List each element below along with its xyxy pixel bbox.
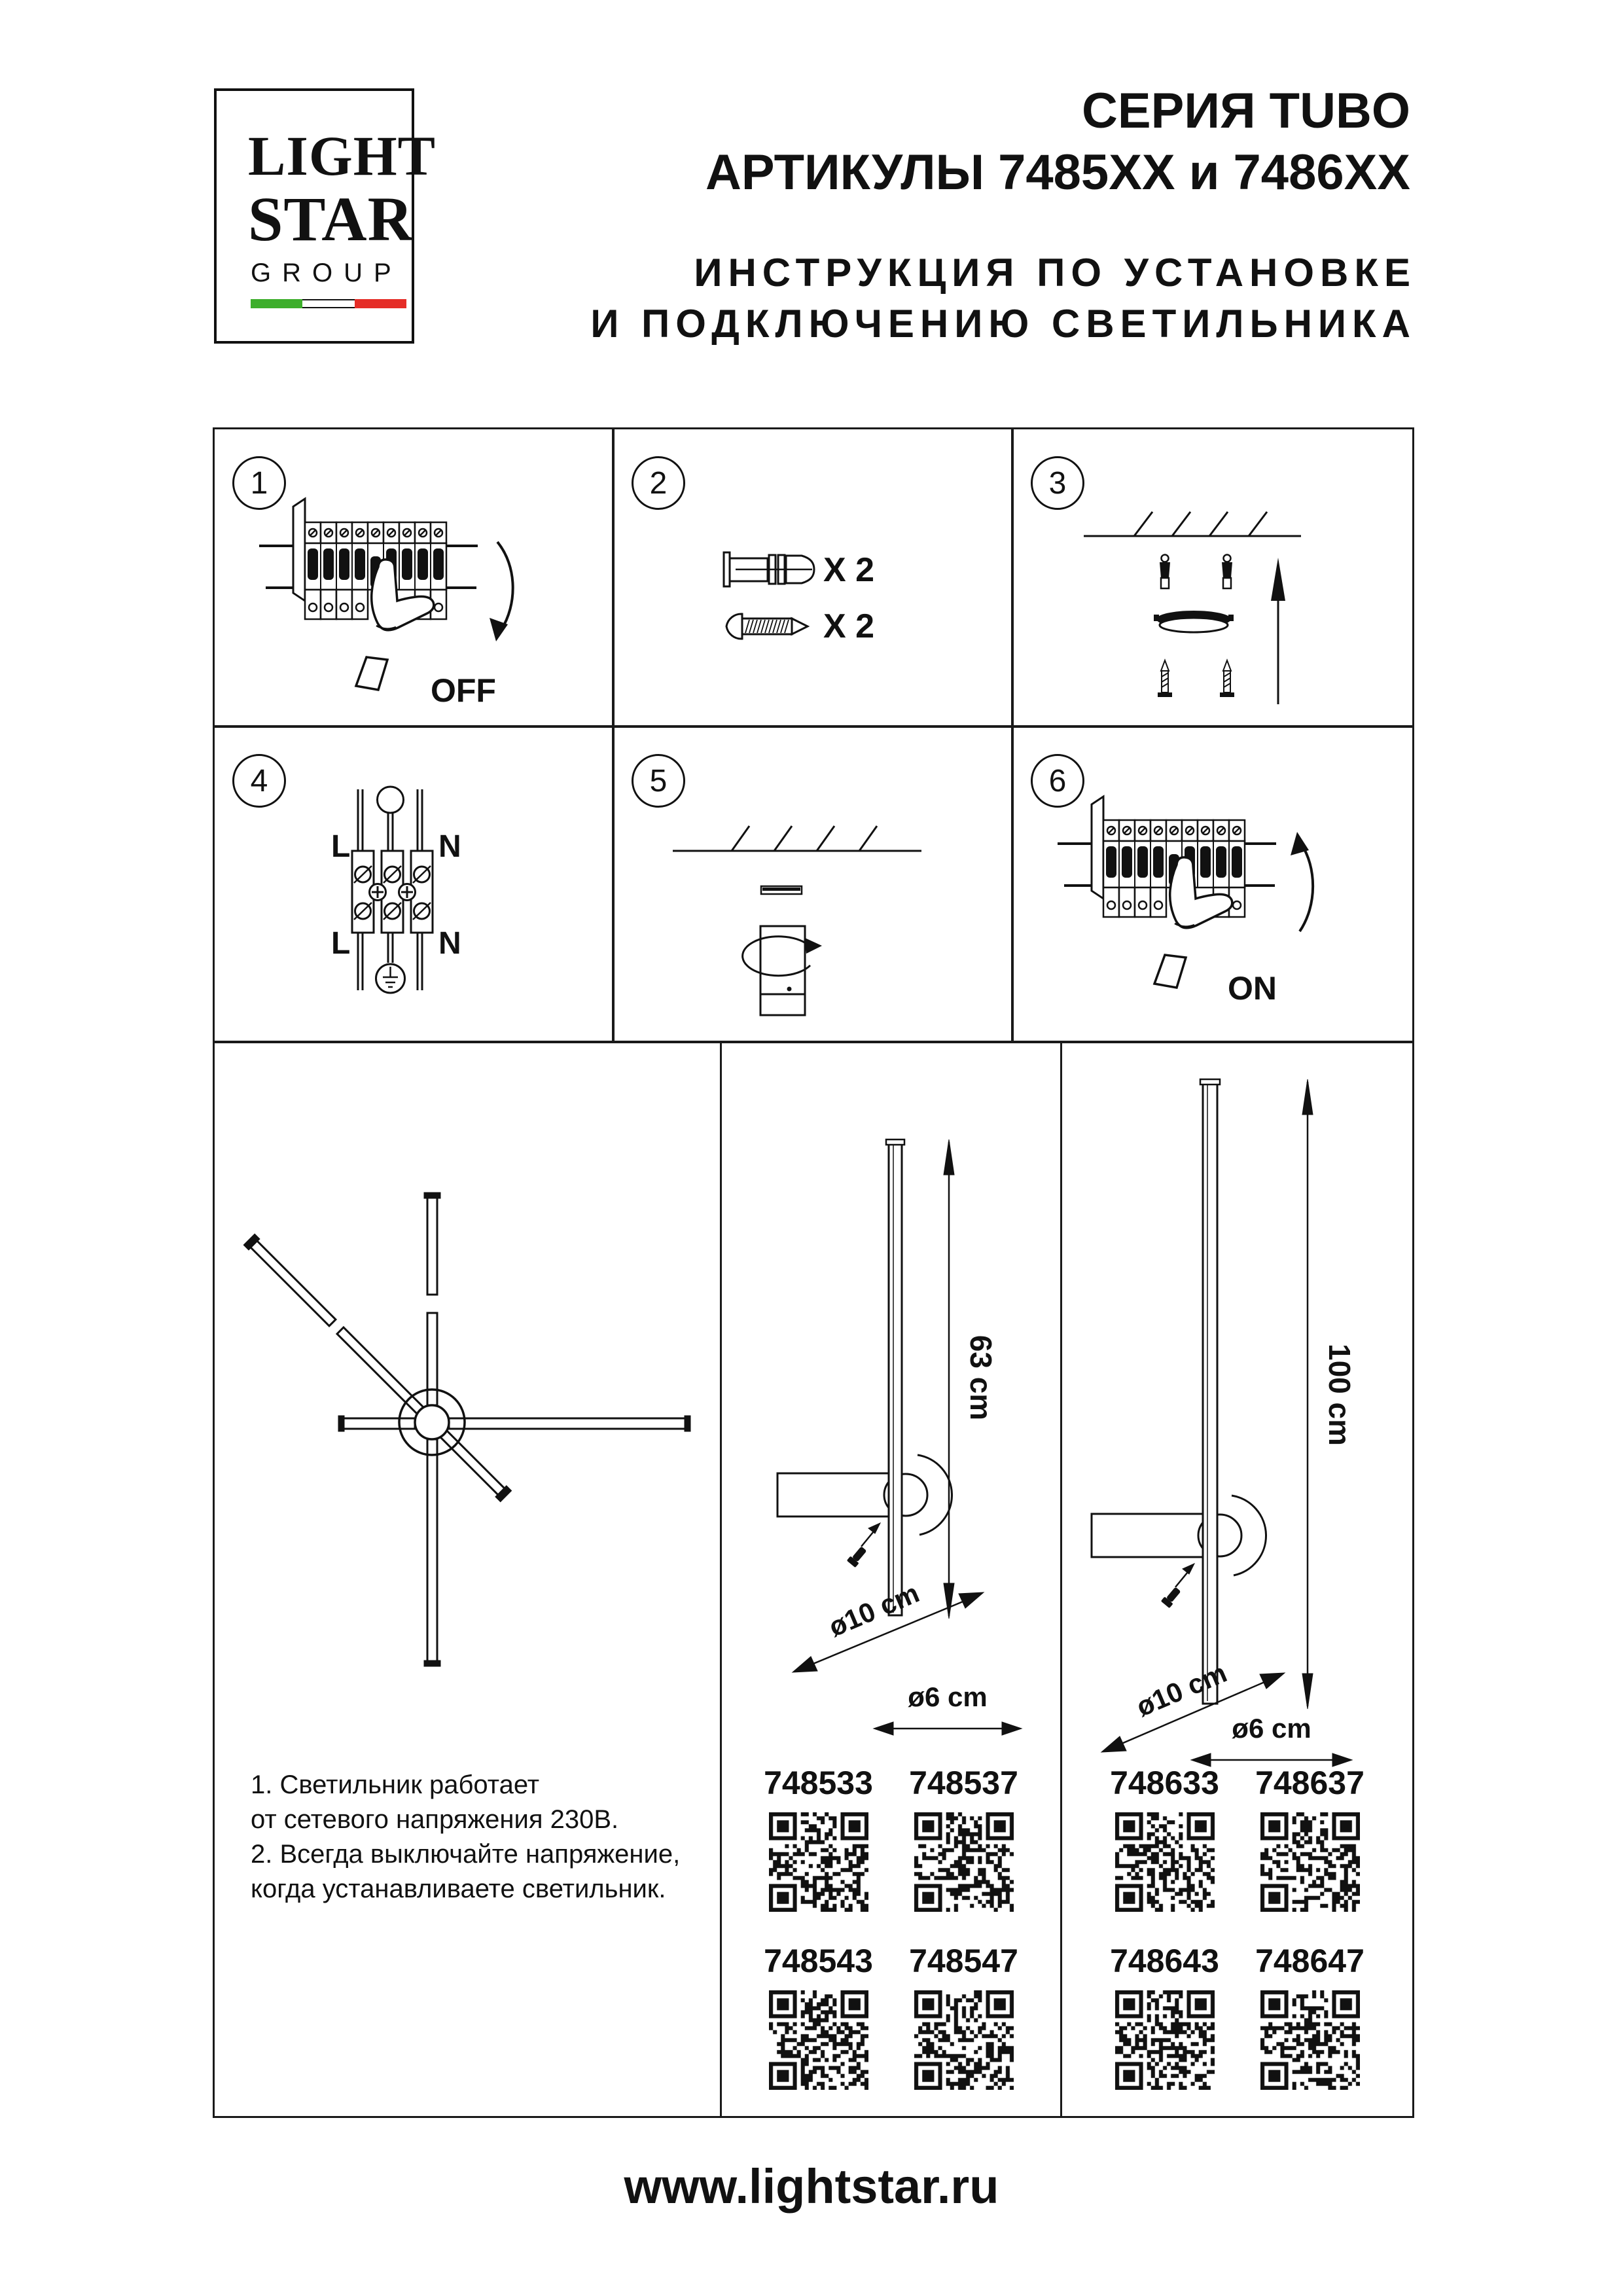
step-2-fixings <box>614 429 1013 727</box>
ceiling-lamp-drawing <box>215 1043 720 1763</box>
line-label-top: L <box>331 829 351 864</box>
instruction-title-1: ИНСТРУКЦИЯ ПО УСТАНОВКЕ <box>694 251 1416 295</box>
article-number: 748633 <box>1110 1765 1219 1801</box>
article-item <box>1101 1942 1229 2090</box>
instruction-grid <box>213 427 1414 2118</box>
line-label-bottom: L <box>331 926 351 961</box>
ceiling-mounting-illustration <box>1013 429 1412 727</box>
article-list-100cm <box>1062 1764 1412 2090</box>
height-label: 100 cm <box>1323 1343 1357 1446</box>
width-label: ø6 cm <box>908 1681 988 1712</box>
circuit-breaker-off-illustration <box>215 429 614 727</box>
qr-code-748547 <box>914 1990 1014 2090</box>
step-number: 1 <box>232 456 286 510</box>
flag-red-stripe <box>355 299 406 308</box>
qr-code-748643 <box>1115 1990 1215 2090</box>
article-item <box>1101 1764 1229 1912</box>
lightstar-logo <box>214 88 436 344</box>
note-line: от сетевого напряжения 230В. <box>251 1805 619 1834</box>
step-number: 3 <box>1031 456 1084 510</box>
series-title: СЕРИЯ TUBO <box>1082 83 1410 139</box>
note-line: 1. Светильник работает <box>251 1770 540 1799</box>
on-label: ON <box>1228 970 1277 1007</box>
step-1-power-off <box>215 429 614 727</box>
anchor-and-screw-illustration <box>614 429 1013 727</box>
logo-word-group: GROUP <box>251 259 402 287</box>
article-item <box>900 1764 1028 1912</box>
article-number: 748537 <box>909 1765 1018 1801</box>
rotation-arc <box>1232 1496 1266 1575</box>
step-3-ceiling-mounting <box>1013 429 1412 727</box>
qr-code-748647 <box>1260 1990 1360 2090</box>
width-label: ø6 cm <box>1232 1713 1311 1744</box>
safety-notes <box>251 1768 709 1907</box>
terminal-block-illustration <box>215 727 614 1043</box>
website-url: www.lightstar.ru <box>624 2159 999 2214</box>
wall-lamp-63cm-drawing <box>722 1043 1060 1776</box>
direction-arrow-up <box>1300 844 1313 931</box>
article-item <box>755 1764 883 1912</box>
article-item <box>900 1942 1028 2090</box>
step-number: 2 <box>632 456 685 510</box>
flag-green-stripe <box>251 299 302 308</box>
height-label: 63 cm <box>964 1335 998 1421</box>
product-100cm <box>1062 1043 1412 2116</box>
circuit-breaker-on-illustration <box>1013 727 1412 1043</box>
diameter-label: ø10 cm <box>824 1577 924 1643</box>
attach-lamp-illustration <box>614 727 1013 1043</box>
screw-quantity-label: X 2 <box>823 607 875 645</box>
step-6-power-on <box>1013 727 1412 1043</box>
qr-code-748537 <box>914 1812 1014 1912</box>
qr-code-748633 <box>1115 1812 1215 1912</box>
logo-word-star: STAR <box>248 184 414 254</box>
flag-white-stripe <box>302 299 354 308</box>
neutral-label-top: N <box>438 829 461 864</box>
step-4-wiring-terminal <box>215 727 614 1043</box>
product-63cm <box>722 1043 1060 2116</box>
note-line: когда устанавливаете светильник. <box>251 1874 666 1903</box>
article-item <box>755 1942 883 2090</box>
qr-code-748543 <box>769 1990 868 2090</box>
logo-word-light: LIGHT <box>248 124 436 187</box>
article-number: 748547 <box>909 1943 1018 1979</box>
ceiling-lamp-overview <box>215 1043 720 2116</box>
off-label: OFF <box>431 672 496 709</box>
rotation-arc <box>918 1455 952 1535</box>
qr-code-748533 <box>769 1812 868 1912</box>
article-number: 748647 <box>1255 1943 1364 1979</box>
step-number: 5 <box>632 754 685 808</box>
italy-flag-icon <box>251 299 406 308</box>
article-number: 748643 <box>1110 1943 1219 1979</box>
articles-title: АРТИКУЛЫ 7485ХХ и 7486ХХ <box>705 145 1410 200</box>
anchor-quantity-label: X 2 <box>823 551 875 589</box>
article-number: 748543 <box>764 1943 873 1979</box>
note-line: 2. Всегда выключайте напряжение, <box>251 1840 681 1869</box>
diameter-label: ø10 cm <box>1132 1657 1232 1723</box>
neutral-label-bottom: N <box>438 926 461 961</box>
step-number: 4 <box>232 754 286 808</box>
article-item <box>1246 1942 1374 2090</box>
article-item <box>1246 1764 1374 1912</box>
qr-code-748637 <box>1260 1812 1360 1912</box>
wall-lamp-100cm-drawing <box>1062 1043 1412 1776</box>
step-number: 6 <box>1031 754 1084 808</box>
article-number: 748637 <box>1255 1765 1364 1801</box>
step-5-attach-lamp <box>614 727 1013 1043</box>
direction-arrow-down <box>497 542 513 630</box>
article-list-63cm <box>722 1764 1060 2090</box>
instruction-title-2: И ПОДКЛЮЧЕНИЮ СВЕТИЛЬНИКА <box>590 302 1416 346</box>
article-number: 748533 <box>764 1765 873 1801</box>
